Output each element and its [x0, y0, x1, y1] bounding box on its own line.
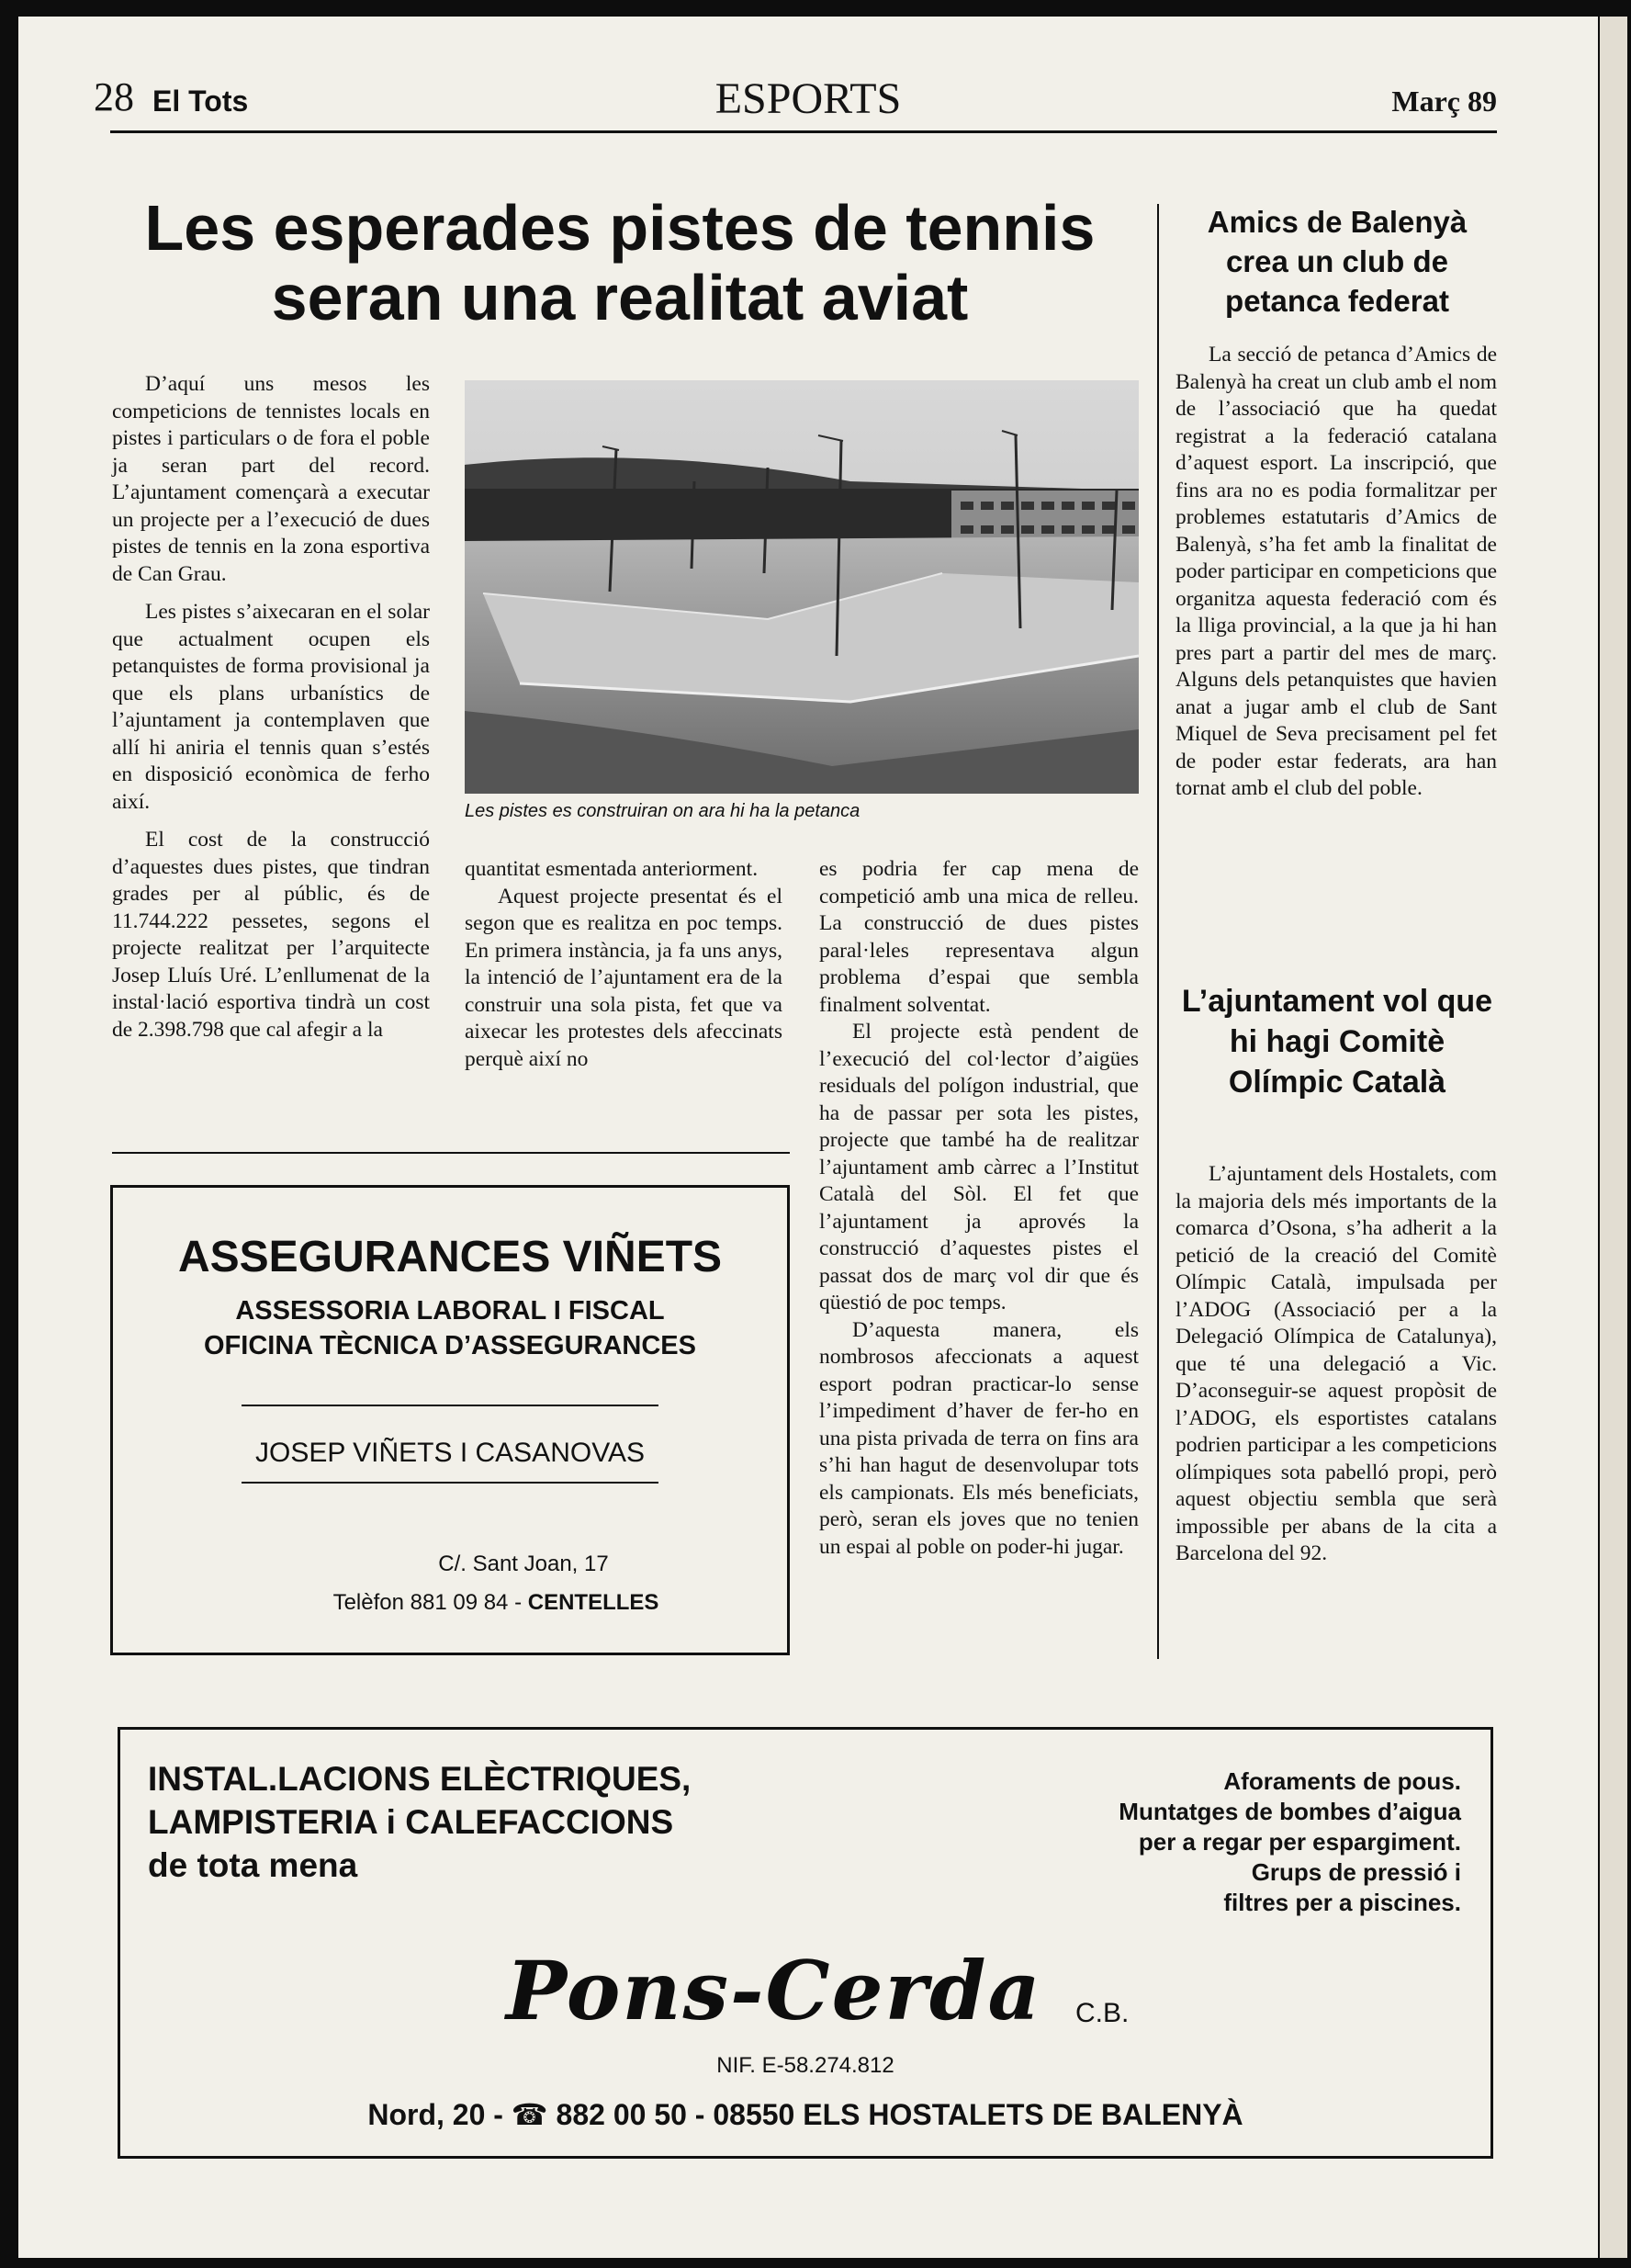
paragraph: D’aquesta manera, els nombrosos afeccionats a aquest esport podran practicar-lo sense l’impediment d’haver de fer-ho en una pista privada de terra on fins ara s’hi han hagut de desenvolupar tots els campionats. Els més beneficiats, però, seran els joves que no tenien un espai al poble on poder-hi jugar.	[819, 1317, 1139, 1559]
paragraph: es podria fer cap mena de competició amb una mica de relleu. La construcció de dues pistes paral·leles representava algun problema d’espai que sembla finalment solventat.	[819, 857, 1139, 1017]
issue-date: Març 89	[1391, 85, 1497, 118]
photo-caption: Les pistes es construiran on ara hi ha la petanca	[465, 801, 860, 821]
section-title: ESPORTS	[714, 74, 902, 123]
article-column-2	[465, 856, 782, 1073]
sidebar-divider	[1157, 204, 1159, 1659]
ad-nif: NIF. E-58.274.812	[716, 2053, 894, 2078]
ad-address: C/. Sant Joan, 17	[438, 1551, 609, 1576]
sidebar-body-comite	[1175, 1161, 1497, 1568]
paragraph: Aquest projecte presentat és el segon que es realitza en poc temps. En primera instància, ja fa uns anys, la intenció de l’ajuntament era de la construir una sola pista, fet que va aixecar les protestes dels afeccinats perquè així no	[465, 884, 782, 1071]
article-column-3	[819, 856, 1139, 1561]
main-headline: Les esperades pistes de tennis seran una realitat aviat	[144, 192, 1096, 333]
ad-service-2: OFICINA TÈCNICA D’ASSEGURANCES	[204, 1331, 696, 1360]
paragraph: El projecte està pendent de l’execució del col·lector d’aigües residuals del polígon industrial, que ha de passar per sota les pistes, projecte que també ha de realitzar l’ajuntament amb càrrec a l’Institut Català del Sòl. El fet que l’ajuntament ja aprovés la construcció d’aquestes pistes el passat dos de març vol dir que és qüestió de poc temps.	[819, 1020, 1139, 1315]
pons-cerda-ad	[118, 1727, 1493, 2159]
ad-line: Aforaments de pous.	[1223, 1767, 1461, 1795]
ad-line: LAMPISTERIA i CALEFACCIONS	[148, 1803, 674, 1841]
ad-city: CENTELLES	[527, 1590, 659, 1615]
ad-phone-line	[113, 1590, 787, 1616]
sidebar-headline-petanca: Amics de Balenyà crea un club de petanca federat	[1207, 205, 1468, 318]
ad-phone: Telèfon 881 09 84 -	[332, 1590, 528, 1615]
ad-title: ASSEGURANCES VIÑETS	[177, 1233, 723, 1281]
ad-line: Muntatges de bombes d’aigua	[1119, 1798, 1461, 1825]
paragraph: La secció de petanca d’Amics de Balenyà ha creat un club amb el nom de l’associació que ha quedat registrat a la federació catalana d’aquest esport. La inscripció, que fins ara no es podia formalitzar per problemes estatutaris d’Amics de Balenyà, s’ha fet amb la finalitat de poder participar en competicions que organitza aquesta federació com és la lliga provincial, a la que ja hi han pres part a partir del mes de març. Alguns dels petanquistes que havien anat a jugar amb el club de Sant Miquel de Seva precisament pel fet de poder estar federats, ara han tornat amb el club del poble.	[1175, 343, 1497, 800]
ad-services-left	[148, 1757, 883, 1887]
sidebar-body-petanca	[1175, 342, 1497, 803]
page-number: 28	[94, 74, 134, 119]
header-rule	[110, 130, 1497, 133]
pons-cerda-logo	[506, 1943, 1149, 2038]
paragraph: El cost de la construcció d’aquestes dues pistes, que tindran grades per al públic, és de 11.744.222 pessetes, segons el projecte realitzat per l’arquitecte Josep Lluís Uré. L’enllumenat de la instal·lació esportiva tindrà un cost de 2.398.798 que cal afegir a la	[112, 828, 430, 1042]
paragraph: D’aquí uns mesos les competicions de tennistes locals en pistes i particulars o de fora el poble ja seran part del record. L’ajuntament començarà a executar un projecte per a l’execució de dues pistes de tennis en la zona esportiva de Can Grau.	[112, 372, 430, 586]
paragraph: quantitat esmentada anteriorment.	[465, 857, 759, 881]
paragraph: Les pistes s’aixecaran en el solar que actualment ocupen els petanquistes de forma provisional ja que els plans urbanístics de l’ajuntament ja contemplaven que allí hi aniria el tennis quan s’estés en disposició econòmica de ferho així.	[112, 600, 430, 814]
ad-rule-bottom	[242, 1482, 658, 1484]
ad-line: per a regar per espargiment.	[1138, 1828, 1461, 1856]
next-page-edge	[1600, 17, 1627, 2258]
paragraph: L’ajuntament dels Hostalets, com la majoria dels més importants de la comarca d’Osona, s’ha adherit a la petició de la creació del Comitè Olímpic Català, impulsada per l’ADOG (Associació per a la Delegació Olímpica de Catalunya), que té una delegació a Vic. D’aconseguir-se aquest propòsit de l’ADOG, els esportistes catalans podrien participar a les competicions olímpiques sota pabelló propi, però aquest objectiu sembla que serà impossible per abans de la cita a Barcelona del 92.	[1175, 1162, 1497, 1565]
ad-line: de tota mena	[148, 1846, 358, 1884]
ad-owner: JOSEP VIÑETS I CASANOVAS	[254, 1438, 645, 1468]
ad-rule-top	[242, 1405, 658, 1406]
insurance-ad	[110, 1185, 790, 1655]
ad-services-right	[873, 1766, 1461, 1918]
logo-suffix: C.B.	[1075, 1998, 1130, 2028]
ad-line: Grups de pressió i	[1251, 1858, 1461, 1886]
ad-service-1: ASSESSORIA LABORAL I FISCAL	[235, 1296, 665, 1326]
article-column-1	[112, 371, 430, 1044]
ad-line: filtres per a piscines.	[1223, 1889, 1461, 1916]
ad-line: INSTAL.LACIONS ELÈCTRIQUES,	[148, 1760, 692, 1798]
tennis-site-photo	[465, 380, 1139, 794]
publication-name: El Tots	[152, 85, 249, 118]
logo-text: Pons-Cerda	[506, 1943, 1042, 2038]
article-rule	[112, 1152, 790, 1154]
sidebar-headline-comite: L’ajuntament vol que hi hagi Comitè Olímpic Català	[1181, 984, 1493, 1100]
ad-address: Nord, 20 - ☎ 882 00 50 - 08550 ELS HOSTALETS DE BALENYÀ	[367, 2098, 1243, 2131]
